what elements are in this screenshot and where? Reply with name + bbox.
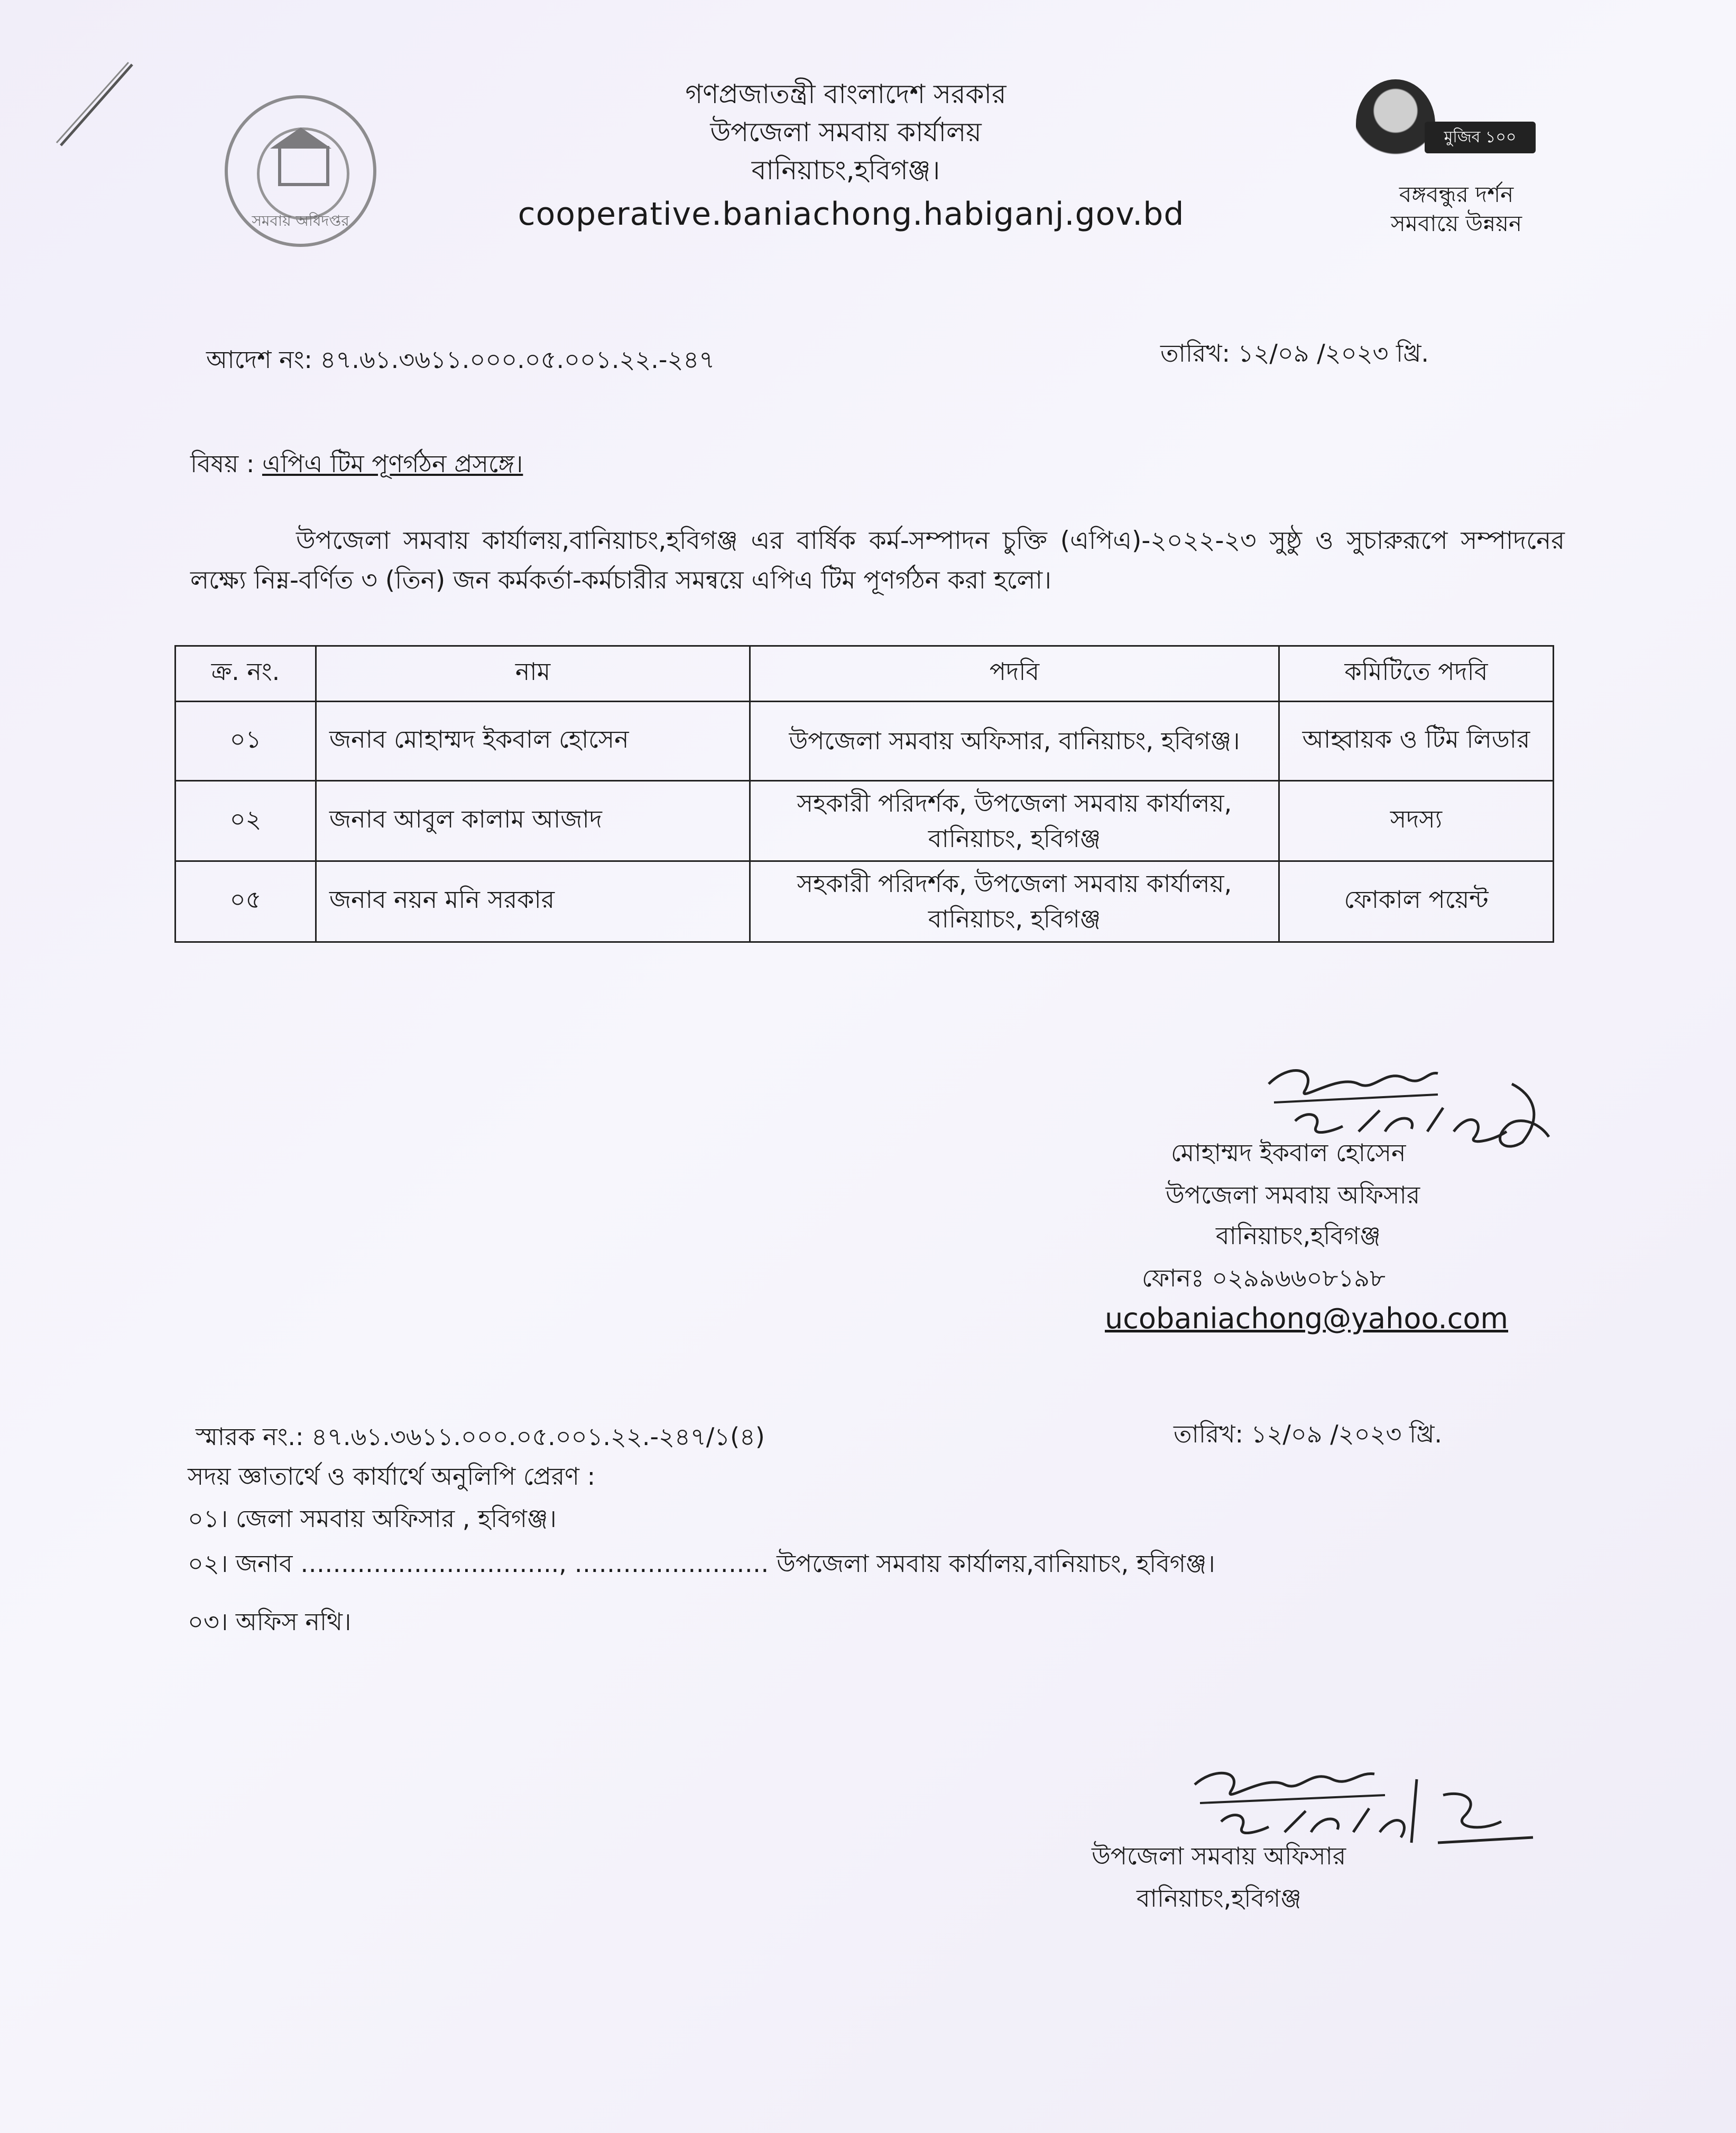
pen-scratch-mark	[50, 58, 140, 153]
row-designation: সহকারী পরিদর্শক, উপজেলা সমবায় কার্যালয়, বানিয়াচং, হবিগঞ্জ	[750, 781, 1279, 861]
logo-caption-2: সমবায়ে উন্নয়ন	[1390, 210, 1522, 236]
cc-item-2: ০২। জনাব ………………………….., …………………… উপজেলা সমবায় কার্যালয়,বানিয়াচং, হবিগঞ্জ।	[188, 1549, 1215, 1578]
mujib-badge: মুজিব ১০০	[1425, 122, 1536, 153]
row-name: জনাব মোহাম্মদ ইকবাল হোসেন	[316, 702, 750, 781]
memo-number: স্মারক নং.: ৪৭.৬১.৩৬১১.০০০.০৫.০০১.২২.-২৪৭/১(৪)	[196, 1422, 765, 1451]
table-row	[176, 781, 1554, 861]
memo-date: তারিখ: ১২/০৯ /২০২৩ খ্রি.	[1174, 1420, 1443, 1448]
office-name: উপজেলা সমবায় কার্যালয়	[710, 117, 982, 148]
row-designation: উপজেলা সমবায় অফিসার, বানিয়াচং, হবিগঞ্জ।	[750, 702, 1279, 781]
header-serial: ক্র. নং.	[176, 646, 316, 702]
table-row	[176, 702, 1554, 781]
row-committee-role: ফোকাল পয়েন্ট	[1279, 861, 1554, 942]
logo-caption-1: বঙ্গবন্ধুর দর্শন	[1399, 181, 1514, 207]
cc-item-1: ০১। জেলা সমবায় অফিসার , হবিগঞ্জ।	[188, 1504, 557, 1533]
portrait-icon	[1356, 79, 1435, 169]
table-header-row	[176, 646, 1554, 702]
row-serial: ০২	[176, 781, 316, 861]
signatory-email[interactable]: ucobaniachong@yahoo.com	[1105, 1302, 1508, 1335]
row-committee-role: আহ্বায়ক ও টিম লিডার	[1279, 702, 1554, 781]
subject-label: বিষয় :	[190, 449, 255, 478]
subject-text: এপিএ টিম পূণর্গঠন প্রসঙ্গে।	[262, 449, 523, 478]
apa-team-table	[174, 645, 1554, 943]
order-date: তারিখ: ১২/০৯ /২০২৩ খ্রি.	[1160, 339, 1429, 367]
cooperative-department-seal	[225, 95, 376, 247]
row-name: জনাব নয়ন মনি সরকার	[316, 861, 750, 942]
order-number: আদেশ নং: ৪৭.৬১.৩৬১১.০০০.০৫.০০১.২২.-২৪৭	[206, 345, 715, 374]
row-serial: ০৫	[176, 861, 316, 942]
body-paragraph: উপজেলা সমবায় কার্যালয়,বানিয়াচং,হবিগঞ্জ এর বার্ষিক কর্ম-সম্পাদন চুক্তি (এপিএ)-২০২২-২৩ সুষ্ঠু ও সুচারুরূপে সম্পাদনের লক্ষ্যে নিম্ন-বর্ণিত ৩ (তিন) জন কর্মকর্তা-কর্মচারীর সমন্বয়ে এপিএ টিম পূণর্গঠন করা হলো।	[190, 526, 1565, 595]
row-committee-role: সদস্য	[1279, 781, 1554, 861]
seal-text: সমবায় অধিদপ্তর	[252, 212, 349, 229]
govt-name: গণপ্রজাতন্ত্রী বাংলাদেশ সরকার	[685, 79, 1006, 109]
mujib-100-logo	[1345, 79, 1567, 236]
table-row	[176, 861, 1554, 942]
signatory-2-location: বানিয়াচং,হবিগঞ্জ	[1137, 1884, 1301, 1913]
signatory-phone: ফোনঃ ০২৯৯৬৬০৮১৯৮	[1142, 1264, 1386, 1292]
signatory-title: উপজেলা সমবায় অফিসার	[1166, 1181, 1420, 1209]
signatory-2-title: উপজেলা সমবায় অফিসার	[1092, 1842, 1346, 1870]
row-serial: ০১	[176, 702, 316, 781]
office-location: বানিয়াচং,হবিগঞ্জ।	[751, 155, 940, 186]
cc-item-3: ০৩। অফিস নথি।	[188, 1607, 352, 1636]
header-committee-role: কমিটিতে পদবি	[1279, 646, 1554, 702]
subject-line	[190, 447, 523, 481]
row-designation: সহকারী পরিদর্শক, উপজেলা সমবায় কার্যালয়, বানিয়াচং, হবিগঞ্জ	[750, 861, 1279, 942]
signatory-location: বানিয়াচং,হবিগঞ্জ	[1216, 1221, 1381, 1250]
office-website: cooperative.baniachong.habiganj.gov.bd	[518, 196, 1185, 233]
header-name: নাম	[316, 646, 750, 702]
header-designation: পদবি	[750, 646, 1279, 702]
signatory-name: মোহাম্মদ ইকবাল হোসেন	[1171, 1138, 1406, 1167]
cc-heading: সদয় জ্ঞাতার্থে ও কার্যার্থে অনুলিপি প্রেরণ :	[188, 1462, 596, 1491]
row-name: জনাব আবুল কালাম আজাদ	[316, 781, 750, 861]
